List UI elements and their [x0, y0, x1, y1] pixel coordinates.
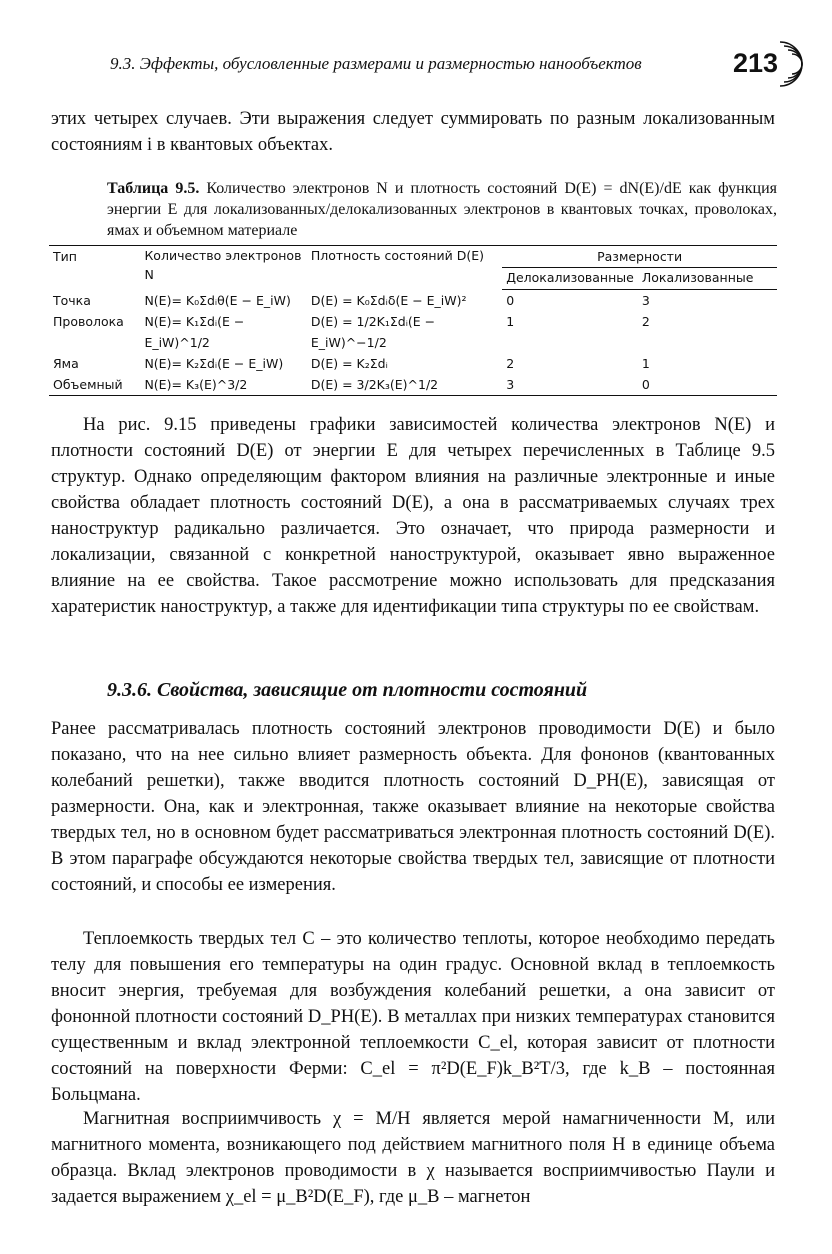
page-number-arc-icon: [776, 36, 806, 92]
cell-count: N(E)= K₁Σdᵢ(E − E_iW)^1/2: [144, 314, 245, 350]
table-caption: [107, 178, 777, 241]
section-title: 9.3.6. Свойства, зависящие от плотности состояний: [107, 679, 588, 701]
cell-density: D(E) = 1/2K₁Σdᵢ(E − E_iW)^−1/2: [310, 314, 436, 350]
header-type: Тип: [49, 246, 140, 290]
paragraph-4: Магнитная восприимчивость χ = M/H является мерой намагниченности M, или магнитного момента, возникающего под действием магнитного поля H в единице объема образца. Вклад электронов проводимости в χ называется восприимчивостью Паули и задается выражением χ_el = μ_B²D(E_F), где μ_B – магнетон: [51, 1109, 775, 1207]
dos-table: [49, 245, 777, 396]
intro-text: этих четырех случаев. Эти выражения следует суммировать по разным локализованным состояниям i в квантовых объектах.: [51, 109, 775, 155]
cell-density: D(E) = K₂Σdᵢ: [310, 356, 388, 371]
header-localized: Локализованные: [638, 268, 777, 290]
cell-loc: 1: [641, 356, 650, 371]
cell-loc: 2: [641, 314, 650, 329]
paragraph-1: На рис. 9.15 приведены графики зависимостей количества электронов N(E) и плотности состояний D(E) от энергии E для четырех перечисленных в Таблице 9.5 структур. Однако определяющим фактором влияния на различные электронные и иные свойства обладает плотность состояний D(E), а она в рассматриваемых случаях трех наноструктур радикально различается. Это означает, что природа размерности и локализации, связанной с конкретной наноструктурой, оказывает явно выраженное влияние на ее свойства. Такое рассмотрение можно использовать для предсказания харатеристик наноструктур, а также для идентификации типа структуры по ее свойствам.: [51, 415, 775, 617]
paragraph-3: Теплоемкость твердых тел C – это количество теплоты, которое необходимо передать телу для повышения его температуры на один градус. Основной вклад в теплоемкость вносит энергия, требуемая для возбуждения колебаний решетки, а она зависит от фононной плотности состояний D_PH(E). В металлах при низких температурах становится существенным и вклад электронной теплоемкости C_el, которая зависит от плотности состояний на поверхности Ферми: C_el = π²D(E_F)k_B²T/3, где k_B – постоянная Больцмана.: [51, 929, 775, 1105]
cell-deloc: 0: [506, 293, 515, 308]
header-dimensions: Размерности: [502, 246, 777, 268]
table-row: [49, 311, 777, 353]
cell-deloc: 1: [506, 314, 515, 329]
cell-type: Яма: [53, 356, 79, 371]
page-number: 213: [733, 48, 779, 78]
header-delocalized: Делокализованные: [502, 268, 638, 290]
table-row: [49, 374, 777, 396]
table-row: [49, 290, 777, 312]
cell-loc: 3: [641, 293, 650, 308]
cell-density: D(E) = 3/2K₃(E)^1/2: [307, 374, 502, 396]
cell-deloc: 2: [506, 356, 515, 371]
table-caption-label: Таблица 9.5.: [107, 180, 200, 197]
paragraph-2: Ранее рассматривалась плотность состояний электронов проводимости D(E) и было показано, что на нее сильно влияет размерность объекта. Для фононов (квантованных колебаний решетки), также вводится плотность состояний D_PH(E), зависящая от размерности. Она, как и электронная, также оказывает влияние на некоторые свойства твердых тел, но в основном будет рассматриваться электронная плотность состояний D(E). В этом параграфе обсуждаются некоторые свойства твердых тел, зависящие от плотности состояний, и способы ее измерения.: [51, 719, 775, 895]
cell-count: N(E)= K₂Σdᵢ(E − E_iW): [144, 356, 284, 371]
table-row: [49, 353, 777, 374]
cell-type: Проволока: [53, 314, 124, 329]
cell-count: N(E)= K₃(E)^3/2: [140, 374, 306, 396]
cell-deloc: 3: [502, 374, 638, 396]
cell-type: Объемный: [49, 374, 140, 396]
table-caption-text: Количество электронов N и плотность состояний D(E) = dN(E)/dE как функция энергии E для локализованных/делокализованных электронов в квантовых точках, проволоках, ямах и объемном материале: [107, 180, 778, 239]
cell-density: D(E) = K₀Σdᵢδ(E − E_iW)²: [310, 292, 467, 308]
cell-loc: 0: [638, 374, 777, 396]
cell-count: N(E)= K₀Σdᵢθ(E − E_iW): [144, 292, 291, 308]
header-count: Количество электронов N: [140, 246, 306, 290]
cell-type: Точка: [53, 292, 91, 308]
header-density: Плотность состояний D(E): [307, 246, 502, 290]
running-title: 9.3. Эффекты, обусловленные размерами и размерностью нанообъектов: [110, 54, 642, 73]
